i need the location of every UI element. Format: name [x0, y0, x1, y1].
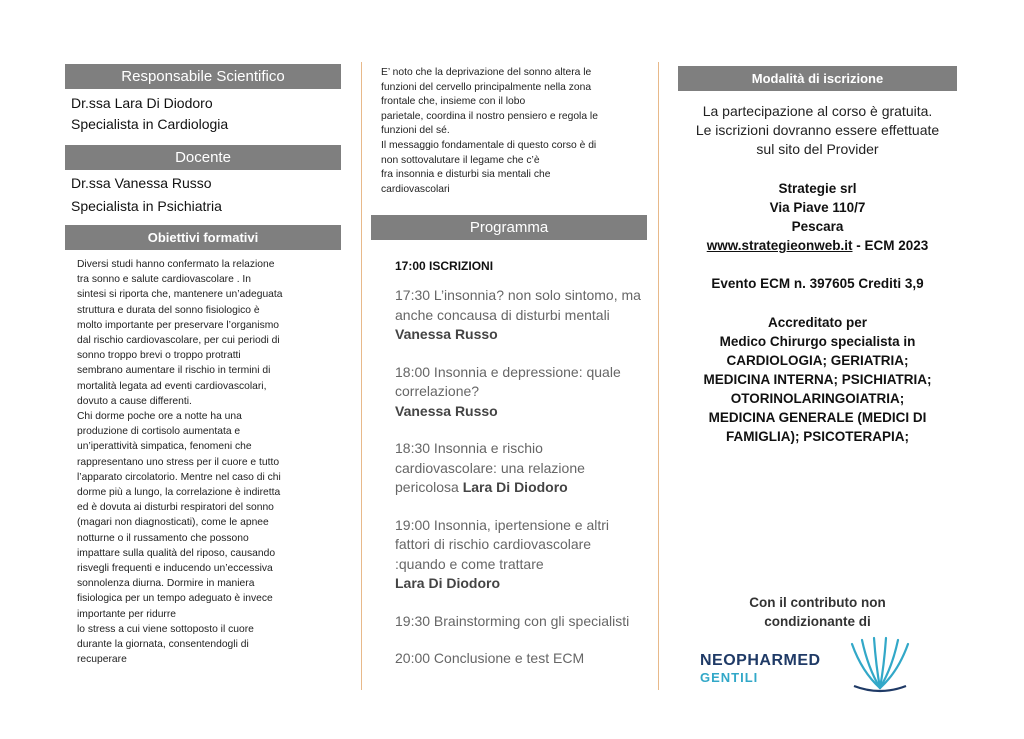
provider-info	[678, 179, 957, 255]
accreditamento-line: OTORINOLARINGOIATRIA;	[730, 391, 905, 406]
obiettivi-line: tra sonno e salute cardiovascolare . In	[77, 274, 252, 286]
obiettivi-line: l’apparato circolatorio. Mentre nel caso di chi	[77, 471, 281, 483]
accreditamento-line: MEDICINA GENERALE (MEDICI DI	[708, 410, 927, 425]
provider-web-line	[678, 236, 957, 255]
intro-text	[371, 66, 647, 197]
programma-item-text: 18:00 Insonnia e depressione: quale correlazione?	[395, 363, 621, 399]
sponsor-logo-mark	[848, 636, 912, 699]
obiettivi-line: ed è dovuta ai disturbi respiratori del sonno	[77, 502, 274, 514]
obiettivi-text	[65, 257, 341, 667]
iscrizione-section	[678, 66, 957, 446]
obiettivi-line: struttura e durata del sonno fisiologico è	[77, 304, 260, 316]
obiettivi-line: fisiologica per un tempo adeguato è invece	[77, 593, 273, 605]
obiettivi-section	[65, 225, 341, 667]
programma-item	[371, 439, 647, 498]
iscrizione-line: sul sito del Provider	[756, 141, 879, 157]
intro-line: E’ noto che la deprivazione del sonno altera le	[381, 67, 592, 78]
obiettivi-line: molto importante per preservare l’organismo	[77, 319, 280, 331]
docente-name: Dr.ssa Vanessa Russo	[71, 175, 212, 191]
column-divider-left	[361, 62, 362, 690]
obiettivi-header: Obiettivi formativi	[65, 225, 341, 250]
sponsor-logo-line1: NEOPHARMED	[700, 652, 821, 669]
obiettivi-line: Chi dorme poche ore a notte ha una	[77, 411, 242, 423]
iscrizione-info	[678, 102, 957, 159]
accreditamento	[678, 313, 957, 446]
obiettivi-line: dorme più a lungo, la correlazione è indiretta	[77, 487, 281, 499]
contributo-section	[678, 593, 957, 631]
intro-line: funzioni del cervello principalmente nella zona	[381, 81, 592, 93]
provider-website-link[interactable]: www.strategieonweb.it	[706, 238, 853, 253]
programma-iscrizioni: 17:00 ISCRIZIONI	[395, 259, 494, 273]
responsabile-name: Dr.ssa Lara Di Diodoro	[71, 95, 213, 111]
evento-ecm: Evento ECM n. 397605 Crediti 3,9	[711, 276, 924, 291]
intro-line: Il messaggio fondamentale di questo corso è di	[381, 139, 597, 151]
provider-ecm: - ECM 2023	[852, 238, 929, 253]
programma-item-text: 18:30 Insonnia e rischio cardiovascolare: una relazione pericolosa	[395, 440, 585, 495]
obiettivi-line: Diversi studi hanno confermato la relazione	[77, 259, 275, 270]
responsabile-section	[65, 64, 341, 135]
programma-item-speaker: Lara Di Diodoro	[395, 575, 501, 591]
provider-street: Via Piave 110/7	[769, 200, 866, 215]
obiettivi-line: sintesi si riporta che, mantenere un’adeguata	[77, 289, 283, 301]
docente-specialty: Specialista in Psichiatria	[71, 198, 222, 214]
programma-item-text: 19:30 Brainstorming con gli specialisti	[395, 612, 630, 629]
obiettivi-line: notturne o il russamento che possono	[77, 532, 249, 544]
intro-line: frontale che, insieme con il lobo	[381, 96, 526, 108]
iscrizione-line: Le iscrizioni dovranno essere effettuate	[695, 122, 940, 138]
responsabile-specialty: Specialista in Cardiologia	[71, 116, 229, 132]
provider-city: Pescara	[791, 219, 844, 234]
intro-line: fra insonnia e disturbi sia mentali che	[381, 169, 551, 181]
accreditamento-line: Medico Chirurgo specialista in	[719, 334, 916, 349]
programma-item-speaker: Vanessa Russo	[395, 402, 498, 419]
obiettivi-line: produzione di cortisolo aumentata e	[77, 426, 241, 438]
intro-line: non sottovalutare il legame che c’è	[381, 154, 540, 166]
obiettivi-line: sembrano aumentare il rischio in termini di	[77, 365, 271, 377]
iscrizione-header: Modalità di iscrizione	[678, 66, 957, 91]
docente-section	[65, 145, 341, 217]
obiettivi-line: importante per ridurre	[77, 608, 177, 620]
neopharmed-mark-icon	[848, 636, 912, 694]
obiettivi-line: sonnolenza diurna. Dormire in maniera	[77, 578, 255, 590]
docente-header: Docente	[65, 145, 341, 170]
obiettivi-line: impattare sulla qualità del riposo, causando	[77, 547, 276, 559]
programma-section	[371, 215, 647, 669]
programma-item-text: 19:00 Insonnia, ipertensione e altri fattori di rischio cardiovascolare :quando e come trattare	[395, 516, 610, 572]
iscrizione-line: La partecipazione al corso è gratuita.	[702, 103, 933, 119]
contributo-line: Con il contributo non	[749, 595, 886, 610]
intro-line: cardiovascolari	[381, 183, 450, 195]
column-divider-right	[658, 62, 659, 690]
programma-header: Programma	[371, 215, 647, 240]
intro-line: funzioni del sé.	[381, 125, 450, 137]
obiettivi-line: risvegli frequenti e inducendo un’eccessiva	[77, 563, 273, 575]
intro-line: parietale, coordina il nostro pensiero e regola le	[381, 110, 598, 122]
accreditamento-line: FAMIGLIA); PSICOTERAPIA;	[726, 429, 909, 444]
programma-item	[371, 363, 647, 422]
provider-name: Strategie srl	[778, 181, 857, 196]
programma-item	[371, 649, 647, 669]
obiettivi-line: lo stress a cui viene sottoposto il cuore	[77, 623, 254, 635]
obiettivi-line: (magari non diagnosticati), come le apnee	[77, 517, 269, 529]
obiettivi-line: sonno troppo brevi o troppo protratti	[77, 350, 241, 362]
contributo-line: condizionante di	[764, 614, 871, 629]
programma-item	[371, 516, 647, 594]
programma-item-text: 20:00 Conclusione e test ECM	[395, 650, 585, 666]
programma-item	[371, 612, 647, 632]
programma-item-speaker: Lara Di Diodoro	[462, 479, 568, 495]
accreditamento-line: CARDIOLOGIA; GERIATRIA;	[726, 353, 909, 368]
obiettivi-line: dovuto a cause differenti.	[77, 395, 192, 407]
accreditamento-line: MEDICINA INTERNA; PSICHIATRIA;	[703, 372, 932, 387]
sponsor-logo-text	[700, 652, 821, 685]
programma-item	[371, 286, 647, 345]
obiettivi-line: mortalità legata ad eventi cardiovascolari,	[77, 380, 267, 392]
programma-item-speaker: Vanessa Russo	[395, 326, 498, 342]
obiettivi-line: recuperare	[77, 654, 127, 666]
programma-item-text: 17:30 L’insonnia? non solo sintomo, ma anche concausa di disturbi mentali	[395, 287, 641, 323]
responsabile-header: Responsabile Scientifico	[65, 64, 341, 89]
obiettivi-line: un’iperattività simpatica, fenomeni che	[77, 441, 252, 453]
sponsor-logo-line2: GENTILI	[700, 670, 759, 685]
obiettivi-line: rappresentano uno stress per il cuore e tutto	[77, 456, 280, 468]
obiettivi-line: dal rischio cardiovascolare, per cui periodi di	[77, 335, 280, 347]
accreditamento-line: Accreditato per	[767, 315, 868, 330]
obiettivi-line: durante la giornata, consentendogli di	[77, 639, 249, 651]
